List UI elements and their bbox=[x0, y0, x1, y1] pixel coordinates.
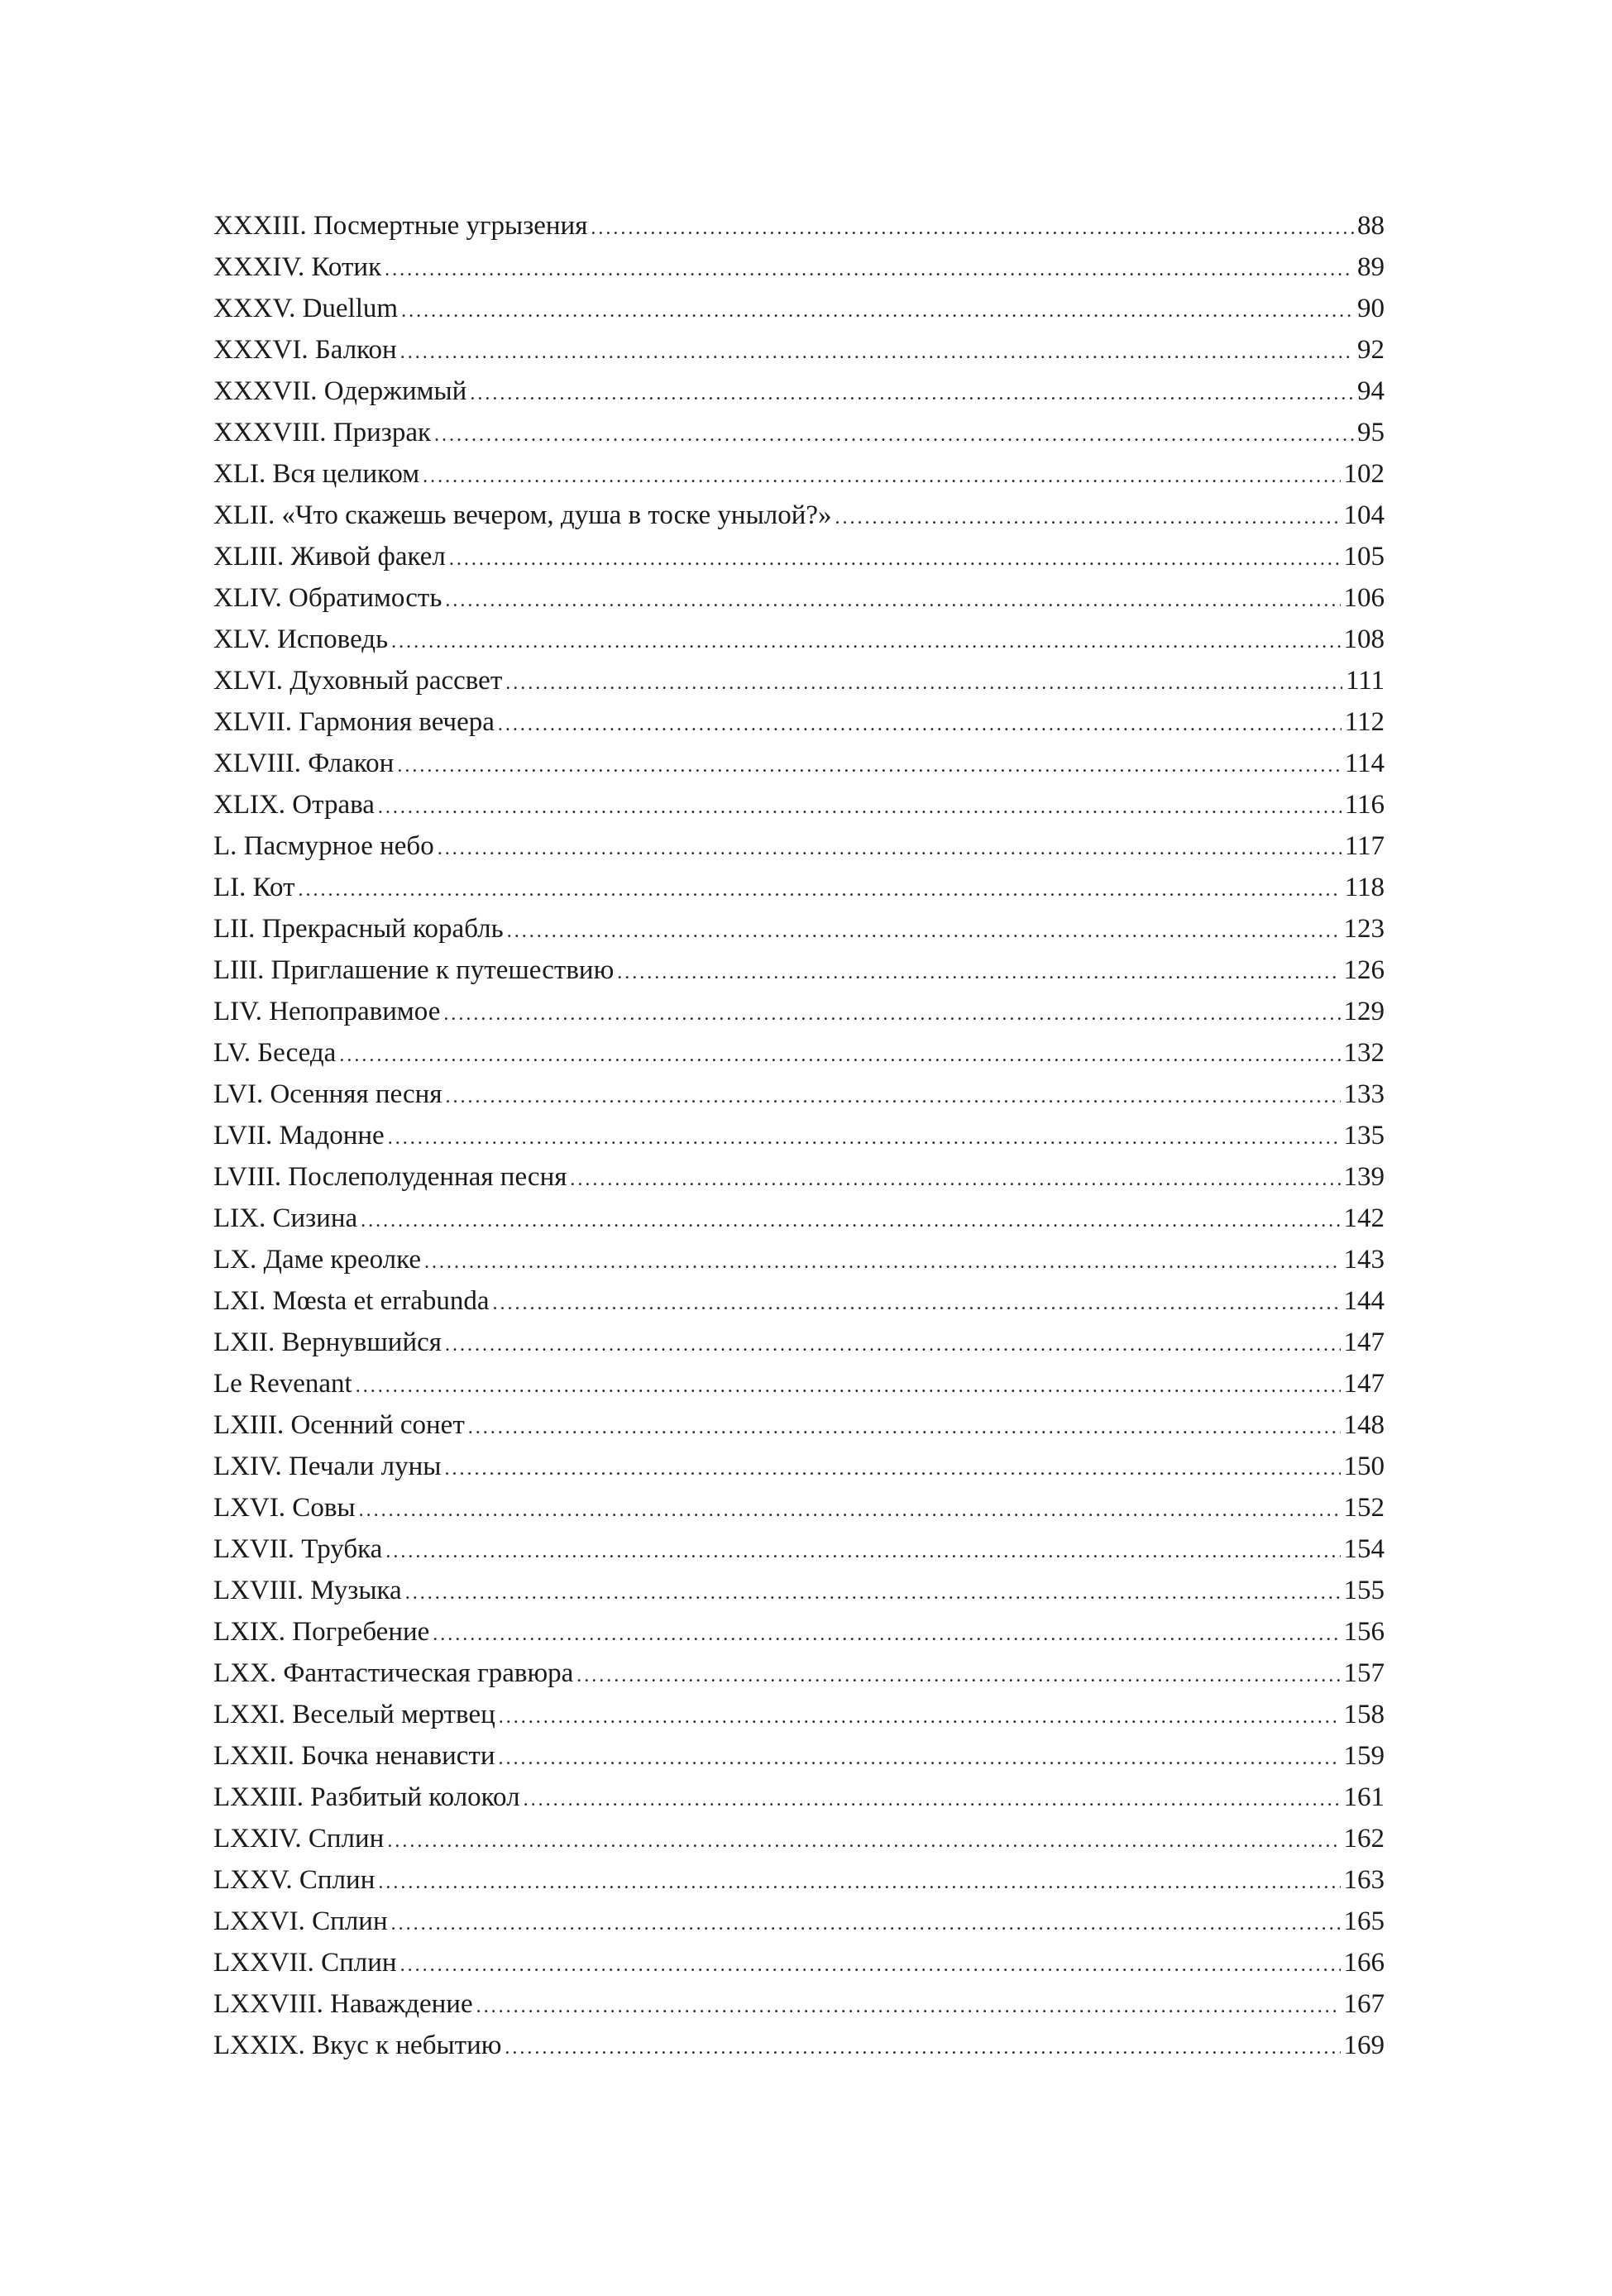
toc-entry bbox=[213, 701, 1385, 743]
toc-entry-title: LXXV. Сплин bbox=[213, 1865, 375, 1895]
toc-entry-title: LXVIII. Музыка bbox=[213, 1576, 402, 1605]
toc-entry-title: XLV. Исповедь bbox=[213, 624, 389, 654]
dot-leader bbox=[446, 1076, 1341, 1117]
toc-entry-page-number: 155 bbox=[1343, 1576, 1385, 1605]
dot-leader bbox=[400, 332, 1354, 373]
toc-entry bbox=[213, 1032, 1385, 1074]
toc-entry-page-number: 126 bbox=[1343, 955, 1385, 985]
toc-entry bbox=[213, 949, 1385, 991]
dot-leader bbox=[470, 373, 1354, 414]
toc-entry-page-number: 156 bbox=[1343, 1617, 1385, 1647]
toc-entry-page-number: 169 bbox=[1343, 2031, 1385, 2060]
toc-entry bbox=[213, 1777, 1385, 1818]
toc-entry-title: XXXIII. Посмертные угрызения bbox=[213, 211, 588, 241]
dot-leader bbox=[433, 1614, 1340, 1655]
dot-leader bbox=[499, 1696, 1341, 1738]
toc-entry-title: LXXVIII. Наваждение bbox=[213, 1989, 473, 2019]
toc-entry-title: LII. Прекрасный корабль bbox=[213, 914, 504, 944]
toc-entry-page-number: 88 bbox=[1357, 211, 1385, 241]
dot-leader bbox=[378, 787, 1342, 828]
toc-entry-page-number: 114 bbox=[1344, 749, 1385, 778]
toc-entry-page-number: 90 bbox=[1357, 294, 1385, 323]
dot-leader bbox=[385, 1531, 1340, 1572]
toc-entry-page-number: 118 bbox=[1344, 873, 1385, 902]
toc-entry-title: L. Пасмурное небо bbox=[213, 831, 434, 861]
toc-entry-page-number: 123 bbox=[1343, 914, 1385, 944]
toc-entry bbox=[213, 1735, 1385, 1777]
toc-entry-page-number: 139 bbox=[1343, 1162, 1385, 1192]
toc-entry-title: LXIV. Печали луны bbox=[213, 1452, 442, 1481]
toc-entry-page-number: 147 bbox=[1343, 1369, 1385, 1399]
dot-leader bbox=[424, 1241, 1341, 1283]
toc-entry-title: LXXIV. Сплин bbox=[213, 1824, 385, 1854]
toc-entry bbox=[213, 1322, 1385, 1363]
dot-leader bbox=[507, 911, 1341, 952]
toc-entry-title: LXXIX. Вкус к небытию bbox=[213, 2031, 502, 2060]
toc-entry bbox=[213, 246, 1385, 288]
toc-entry bbox=[213, 1198, 1385, 1239]
toc-entry-title: LXVI. Совы bbox=[213, 1493, 356, 1523]
toc-entry-page-number: 104 bbox=[1343, 500, 1385, 530]
toc-entry bbox=[213, 495, 1385, 536]
dot-leader bbox=[835, 497, 1341, 538]
toc-entry-page-number: 167 bbox=[1343, 1989, 1385, 2019]
toc-entry bbox=[213, 1280, 1385, 1322]
toc-entry-page-number: 112 bbox=[1344, 707, 1385, 737]
dot-leader bbox=[356, 1366, 1341, 1407]
dot-leader bbox=[391, 1903, 1341, 1944]
dot-leader bbox=[339, 1035, 1340, 1076]
dot-leader bbox=[499, 1738, 1341, 1779]
dot-leader bbox=[505, 2027, 1340, 2069]
toc-entry bbox=[213, 1942, 1385, 1983]
toc-entry bbox=[213, 825, 1385, 867]
toc-entry-page-number: 94 bbox=[1357, 376, 1385, 406]
toc-entry bbox=[213, 743, 1385, 784]
toc-entry-page-number: 159 bbox=[1343, 1741, 1385, 1771]
dot-leader bbox=[434, 414, 1354, 456]
toc-entry-page-number: 143 bbox=[1343, 1245, 1385, 1275]
toc-entry-title: XLII. «Что скажешь вечером, душа в тоске унылой?» bbox=[213, 500, 832, 530]
toc-entry-page-number: 89 bbox=[1357, 252, 1385, 282]
toc-entry bbox=[213, 1074, 1385, 1115]
dot-leader bbox=[524, 1779, 1341, 1820]
toc-entry-title: LVII. Мадонне bbox=[213, 1121, 385, 1150]
toc-entry-title: LIII. Приглашение к путешествию bbox=[213, 955, 615, 985]
dot-leader bbox=[449, 538, 1341, 580]
toc-entry-title: LXXI. Веселый мертвец bbox=[213, 1700, 495, 1729]
toc-entry bbox=[213, 1694, 1385, 1735]
toc-entry-page-number: 95 bbox=[1357, 418, 1385, 447]
toc-entry bbox=[213, 1570, 1385, 1611]
toc-entry-title: LXXIII. Разбитый колокол bbox=[213, 1782, 520, 1812]
dot-leader bbox=[445, 1324, 1341, 1366]
toc-entry bbox=[213, 867, 1385, 908]
toc-entry bbox=[213, 577, 1385, 619]
toc-entry-title: XXXV. Duellum bbox=[213, 294, 399, 323]
toc-entry bbox=[213, 536, 1385, 577]
toc-entry-page-number: 111 bbox=[1345, 666, 1385, 696]
toc-entry bbox=[213, 329, 1385, 371]
dot-leader bbox=[445, 580, 1340, 621]
toc-entry bbox=[213, 1404, 1385, 1446]
toc-entry bbox=[213, 660, 1385, 701]
toc-entry-page-number: 161 bbox=[1343, 1782, 1385, 1812]
toc-entry-page-number: 92 bbox=[1357, 335, 1385, 365]
toc-entry bbox=[213, 619, 1385, 660]
toc-entry-title: XXXVI. Балкон bbox=[213, 335, 397, 365]
toc-entry-page-number: 158 bbox=[1343, 1700, 1385, 1729]
toc-entry bbox=[213, 1156, 1385, 1198]
toc-entry-title: LXIII. Осенний сонет bbox=[213, 1410, 465, 1440]
dot-leader bbox=[378, 1862, 1340, 1903]
toc-entry-title: LVI. Осенняя песня bbox=[213, 1079, 442, 1109]
toc-entry bbox=[213, 908, 1385, 949]
toc-entry-page-number: 102 bbox=[1343, 459, 1385, 489]
toc-entry bbox=[213, 1363, 1385, 1404]
dot-leader bbox=[617, 952, 1340, 993]
toc-entry-title: XLVIII. Флакон bbox=[213, 749, 395, 778]
toc-entry-page-number: 116 bbox=[1344, 790, 1385, 820]
toc-entry bbox=[213, 371, 1385, 412]
toc-entry-title: LXXVI. Сплин bbox=[213, 1906, 388, 1936]
dot-leader bbox=[299, 869, 1342, 911]
toc-entry-page-number: 157 bbox=[1343, 1658, 1385, 1688]
toc-entry bbox=[213, 453, 1385, 495]
dot-leader bbox=[391, 621, 1340, 662]
toc-entry-title: LXI. Mœsta et errabunda bbox=[213, 1286, 490, 1316]
toc-entry bbox=[213, 1528, 1385, 1570]
dot-leader bbox=[359, 1490, 1341, 1531]
dot-leader bbox=[385, 249, 1354, 290]
toc-entry bbox=[213, 2025, 1385, 2066]
toc-entry-page-number: 163 bbox=[1343, 1865, 1385, 1895]
toc-entry bbox=[213, 1446, 1385, 1487]
toc-entry-title: XLVII. Гармония вечера bbox=[213, 707, 495, 737]
toc-entry-title: LXXII. Бочка ненависти bbox=[213, 1741, 495, 1771]
dot-leader bbox=[423, 456, 1340, 497]
toc-entry-page-number: 106 bbox=[1343, 583, 1385, 613]
toc-entry-title: LX. Даме креолке bbox=[213, 1245, 421, 1275]
toc-entry bbox=[213, 1239, 1385, 1280]
toc-entry-title: XLVI. Духовный рассвет bbox=[213, 666, 503, 696]
toc-entry-page-number: 133 bbox=[1343, 1079, 1385, 1109]
toc-entry-title: Le Revenant bbox=[213, 1369, 352, 1399]
toc-entry-page-number: 117 bbox=[1344, 831, 1385, 861]
toc-entry-page-number: 105 bbox=[1343, 542, 1385, 572]
dot-leader bbox=[476, 1986, 1341, 2027]
dot-leader bbox=[493, 1283, 1341, 1324]
toc-entry-title: XLI. Вся целиком bbox=[213, 459, 420, 489]
toc-entry-title: LXX. Фантастическая гравюра bbox=[213, 1658, 574, 1688]
dot-leader bbox=[591, 208, 1354, 249]
toc-entry-title: LXII. Вернувшийся bbox=[213, 1327, 442, 1357]
toc-entry-title: XLIV. Обратимость bbox=[213, 583, 442, 613]
toc-entry bbox=[213, 1983, 1385, 2025]
toc-entry-page-number: 108 bbox=[1343, 624, 1385, 654]
dot-leader bbox=[576, 1655, 1340, 1696]
toc-entry-title: LIV. Непоправимое bbox=[213, 997, 441, 1026]
dot-leader bbox=[505, 662, 1342, 704]
toc-entry-title: LVIII. Послеполуденная песня bbox=[213, 1162, 567, 1192]
toc-entry-page-number: 142 bbox=[1343, 1203, 1385, 1233]
toc-entry bbox=[213, 288, 1385, 329]
toc-entry-title: LXIX. Погребение bbox=[213, 1617, 430, 1647]
dot-leader bbox=[388, 1117, 1341, 1159]
dot-leader bbox=[444, 1448, 1340, 1490]
toc-entry-page-number: 162 bbox=[1343, 1824, 1385, 1854]
toc-entry-title: LI. Кот bbox=[213, 873, 295, 902]
toc-entry bbox=[213, 1611, 1385, 1653]
dot-leader bbox=[400, 1944, 1341, 1986]
dot-leader bbox=[397, 745, 1341, 787]
toc-entry-title: LV. Беседа bbox=[213, 1038, 337, 1068]
dot-leader bbox=[401, 290, 1354, 332]
toc-entry-page-number: 154 bbox=[1343, 1534, 1385, 1564]
toc-entry bbox=[213, 991, 1385, 1032]
toc-entry-title: XXXIV. Котик bbox=[213, 252, 382, 282]
toc-entry-title: XLIX. Отрава bbox=[213, 790, 375, 820]
toc-entry bbox=[213, 1859, 1385, 1901]
dot-leader bbox=[361, 1200, 1340, 1241]
toc-entry-page-number: 135 bbox=[1343, 1121, 1385, 1150]
dot-leader bbox=[405, 1572, 1341, 1614]
toc-entry-page-number: 129 bbox=[1343, 997, 1385, 1026]
toc-entry-title: LXXVII. Сплин bbox=[213, 1948, 397, 1978]
toc-entry-page-number: 165 bbox=[1343, 1906, 1385, 1936]
toc-entry-page-number: 152 bbox=[1343, 1493, 1385, 1523]
toc-entry bbox=[213, 1901, 1385, 1942]
dot-leader bbox=[498, 704, 1342, 745]
toc-entry bbox=[213, 1818, 1385, 1859]
dot-leader bbox=[443, 993, 1340, 1035]
toc-entry-page-number: 144 bbox=[1343, 1286, 1385, 1316]
toc-entry-page-number: 147 bbox=[1343, 1327, 1385, 1357]
toc-entry-title: XXXVII. Одержимый bbox=[213, 376, 467, 406]
dot-leader bbox=[387, 1820, 1340, 1862]
toc-entry bbox=[213, 1115, 1385, 1156]
table-of-contents bbox=[213, 205, 1385, 2066]
toc-entry bbox=[213, 1487, 1385, 1528]
dot-leader bbox=[468, 1407, 1341, 1448]
toc-entry bbox=[213, 205, 1385, 246]
toc-entry-title: LIX. Сизина bbox=[213, 1203, 358, 1233]
toc-entry bbox=[213, 412, 1385, 453]
dot-leader bbox=[570, 1159, 1340, 1200]
toc-entry-title: XXXVIII. Призрак bbox=[213, 418, 432, 447]
toc-entry bbox=[213, 1653, 1385, 1694]
toc-entry-page-number: 166 bbox=[1343, 1948, 1385, 1978]
toc-entry-title: XLIII. Живой факел bbox=[213, 542, 446, 572]
toc-entry-title: LXVII. Трубка bbox=[213, 1534, 383, 1564]
toc-entry bbox=[213, 784, 1385, 825]
toc-entry-page-number: 132 bbox=[1343, 1038, 1385, 1068]
toc-entry-page-number: 150 bbox=[1343, 1452, 1385, 1481]
dot-leader bbox=[438, 828, 1342, 869]
toc-entry-page-number: 148 bbox=[1343, 1410, 1385, 1440]
